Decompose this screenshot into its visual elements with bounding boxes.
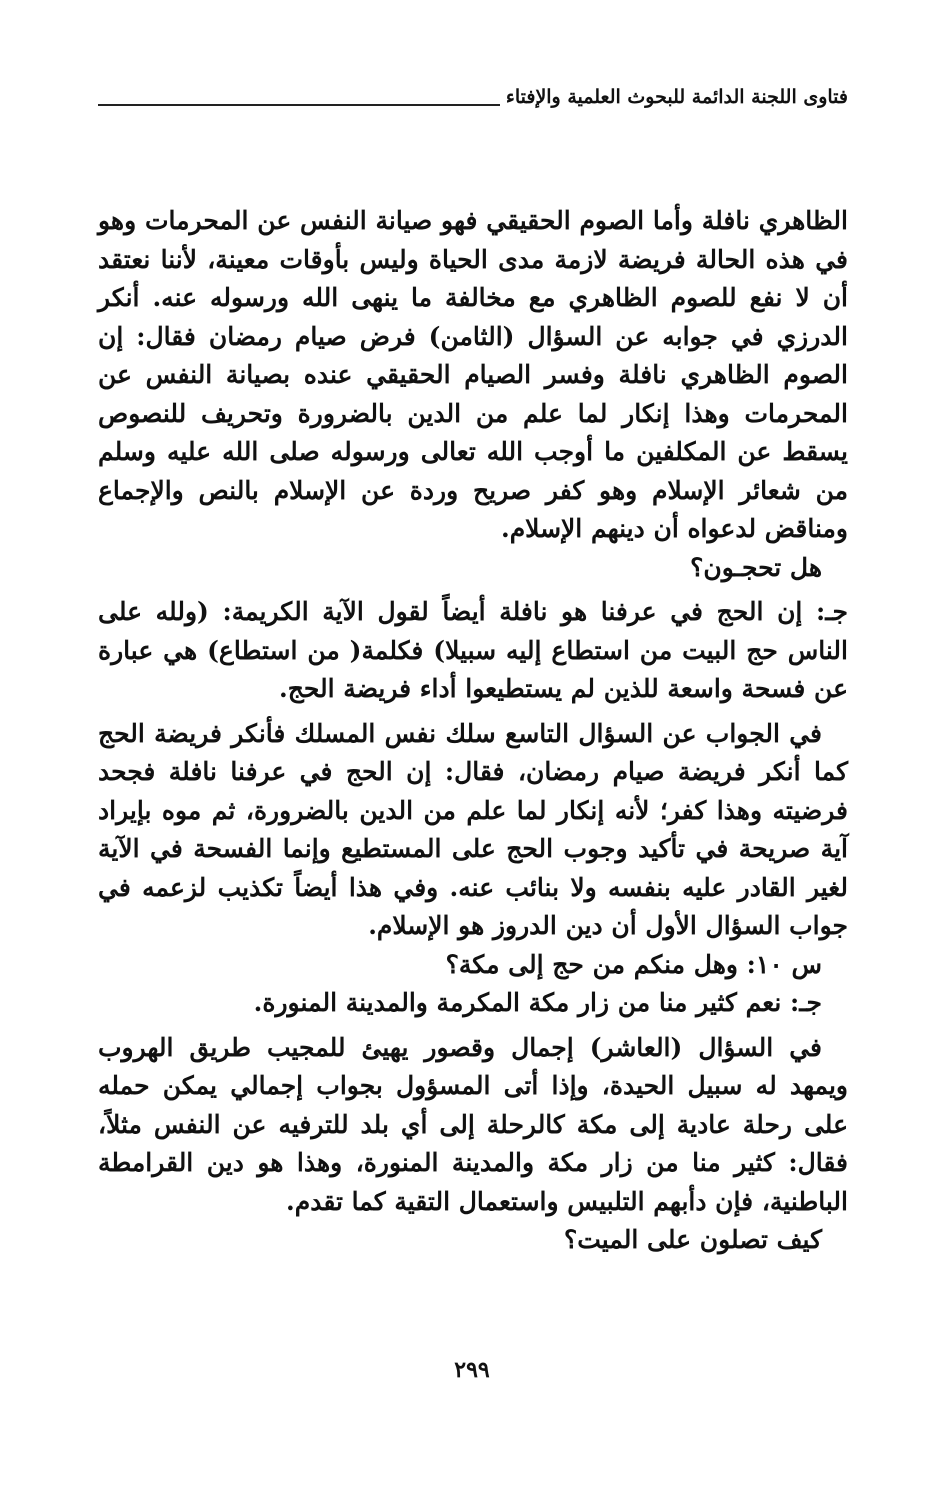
commentary-10: في السؤال (العاشر) إجمال وقصور يهيئ للمجيب طريق الهروب ويمهد له سبيل الحيدة، وإذا أتى المسؤول بجواب إجمالي يمكن حمله على رحلة عادية إلى مكة كالرحلة إلى أي بلد للترفيه عن النفس مثلاً، فقال: كثير منا من زار مكة والمدينة المنورة، وهذا هو دين القرامطة الباطنية، فإن دأبهم التلبيس واستعمال التقية كما تقدم. [98, 1032, 848, 1216]
question-funeral-prayer: كيف تصلون على الميت؟ [563, 1225, 822, 1254]
body-text [98, 202, 848, 1260]
answer-hajj: جـ: إن الحج في عرفنا هو نافلة أيضاً لقول الآية الكريمة: (ولله على الناس حج البيت من استطاع إليه سبيلا) فكلمة( من استطاع) هي عبارة عن فسحة واسعة للذين لم يستطيعوا أداء فريضة الحج. [98, 597, 848, 703]
paragraph-continuation: الظاهري نافلة وأما الصوم الحقيقي فهو صيانة النفس عن المحرمات وهو في هذه الحالة فريضة لازمة مدى الحياة وليس بأوقات معينة، لأننا نعتقد أن لا نفع للصوم الظاهري مع مخالفة ما ينهى الله ورسوله عنه. أنكر الدرزي في جوابه عن السؤال (الثامن) فرض صيام رمضان فقال: إن الصوم الظاهري نافلة وفسر الصيام الحقيقي عنده بصيانة النفس عن المحرمات وهذا إنكار لما علم من الدين بالضرورة وتحريف للنصوص يسقط عن المكلفين ما أوجب الله تعالى ورسوله صلى الله عليه وسلم من شعائر الإسلام وهو كفر صريح وردة عن الإسلام بالنص والإجماع ومناقض لدعواه أن دينهم الإسلام. [98, 206, 848, 543]
question-10: س ١٠: وهل منكم من حج إلى مكة؟ [445, 949, 822, 979]
answer-10: جـ: نعم كثير منا من زار مكة المكرمة والمدينة المنورة. [253, 988, 822, 1017]
page-number: ٢٩٩ [454, 1357, 490, 1383]
commentary-hajj: في الجواب عن السؤال التاسع سلك نفس المسلك فأنكر فريضة الحج كما أنكر فريضة صيام رمضان، فقال: إن الحج في عرفنا نافلة فجحد فرضيته وهذا كفر؛ لأنه إنكار لما علم من الدين بالضرورة، ثم موه بإيراد آية صريحة في تأكيد وجوب الحج على المستطيع وإنما الفسحة في الآية لغير القادر عليه بنفسه ولا بنائب عنه. وفي هذا أيضاً تكذيب لزعمه في جواب السؤال الأول أن دين الدروز هو الإسلام. [98, 718, 848, 940]
question-hajj: هل تحجـون؟ [690, 552, 822, 582]
header-title: فتاوى اللجنة الدائمة للبحوث العلمية والإفتاء [500, 86, 848, 108]
running-header [98, 86, 848, 116]
